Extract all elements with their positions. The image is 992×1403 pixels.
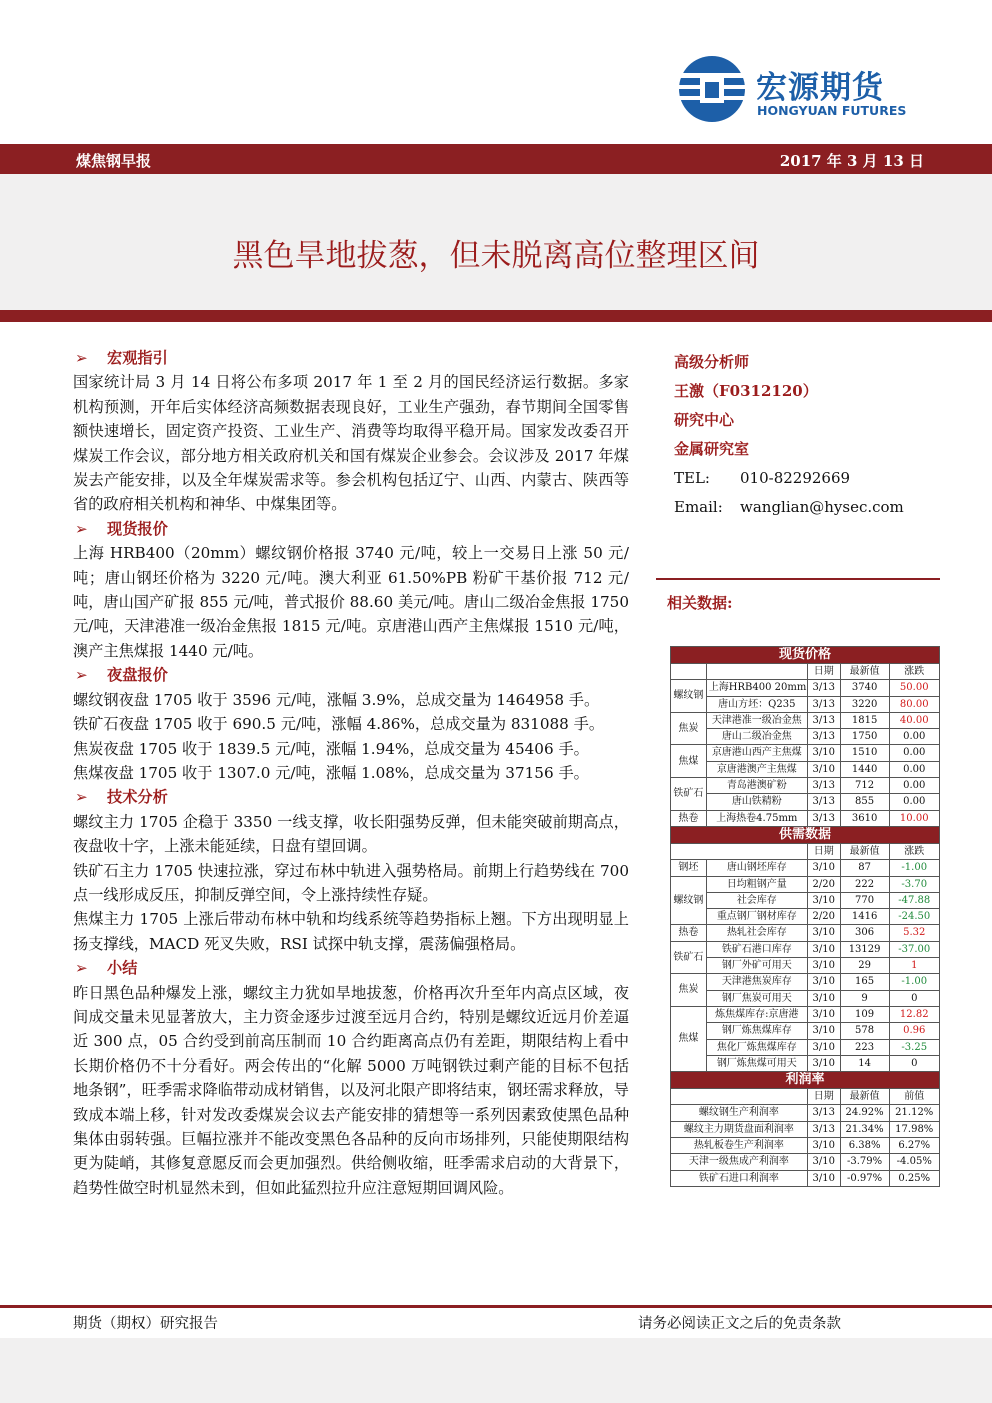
row-date: 3/10	[807, 1023, 840, 1039]
table-row	[671, 1055, 940, 1071]
row-prev: 17.98%	[889, 1121, 940, 1137]
arrow-icon: ➢	[75, 959, 88, 978]
table-row	[671, 925, 940, 941]
row-prev: 6.27%	[889, 1138, 940, 1154]
col-latest: 最新值	[840, 1089, 889, 1105]
row-date: 3/10	[807, 941, 840, 957]
table-row	[671, 958, 940, 974]
row-name: 钢厂外矿可用天	[706, 958, 807, 974]
row-date: 3/10	[807, 761, 840, 777]
table-row	[671, 990, 940, 1006]
summary-paragraph: 昨日黑色品种爆发上涨，螺纹主力犹如旱地拔葱，价格再次升至年内高点区域，夜间成交量未见显著放大，主力资金逐步过渡至远月合约，特别是螺纹近远月价差逼近 300 点，05 合约受到前高压制而 10 合约距离高点仍有差距，期限结构上看中长期价格仍不十分看好。两会传出的“化解 5000 万吨钢铁过剩产能的目标不包括地条钢”，旺季需求降临带动成材销售，以及河北限产即将结束，钢坯需求释放，导致成本端上移，针对发改委煤炭会议去产能安排的猜想等一系列因素致使黑色品种集体由弱转强。巨幅拉涨并不能改变黑色各品种的反向市场排列，只能使期限结构更为陡峭，其修复意愿反而会更加强烈。供给侧收缩，旺季需求启动的大背景下，趋势性做空时机显然未到，但如此猛烈拉升应注意短期回调风险。	[73, 983, 629, 1197]
night-line: 铁矿石夜盘 1705 收于 690.5 元/吨，涨幅 4.86%，总成交量为 831088 手。	[73, 715, 605, 734]
table-row	[671, 696, 940, 712]
row-category: 焦煤	[671, 745, 707, 778]
row-name: 钢厂炼焦煤可用天	[706, 1055, 807, 1071]
row-value: 109	[840, 1006, 889, 1022]
table-row	[671, 1105, 940, 1121]
brand-name-cn: 宏源期货	[756, 70, 884, 106]
table-row	[671, 745, 940, 761]
row-change: -1.00	[889, 860, 940, 876]
row-date: 3/13	[807, 794, 840, 810]
row-value: 1440	[840, 761, 889, 777]
row-change: -3.70	[889, 876, 940, 892]
row-name: 螺纹主力期货盘面利润率	[671, 1121, 808, 1137]
row-value: 6.38%	[840, 1138, 889, 1154]
table-row	[671, 1039, 940, 1055]
row-name: 青岛港澳矿粉	[706, 778, 807, 794]
row-change: 40.00	[889, 712, 940, 728]
arrow-icon: ➢	[75, 349, 88, 367]
supply-subheader-row	[671, 843, 940, 859]
table-row	[671, 778, 940, 794]
analyst-info	[674, 348, 904, 522]
row-change: 0.96	[889, 1023, 940, 1039]
sidebar-divider	[656, 578, 940, 580]
row-name: 炼焦煤库存:京唐港	[706, 1006, 807, 1022]
spot-header-row	[671, 647, 940, 664]
row-date: 3/13	[807, 778, 840, 794]
row-name: 唐山二级冶金焦	[706, 729, 807, 745]
spot-title: 现货价格	[671, 647, 940, 664]
row-value: 770	[840, 892, 889, 908]
related-data-label: 相关数据:	[667, 594, 733, 612]
table-row	[671, 1121, 940, 1137]
row-name: 热轧社会库存	[706, 925, 807, 941]
col-latest: 最新值	[840, 664, 889, 680]
row-name: 铁矿石港口库存	[706, 941, 807, 957]
supply-title: 供需数据	[671, 826, 940, 843]
report-date: 2017 年 3 月 13 日	[779, 152, 924, 170]
row-change: 10.00	[889, 810, 940, 826]
row-change: 0.00	[889, 729, 940, 745]
row-date: 3/10	[807, 745, 840, 761]
row-name: 天津港准一级冶金焦	[706, 712, 807, 728]
row-name: 钢厂炼焦煤库存	[706, 1023, 807, 1039]
col-date: 日期	[807, 1089, 840, 1105]
row-date: 3/10	[807, 1138, 840, 1154]
row-date: 3/13	[807, 1121, 840, 1137]
tech-paragraph: 螺纹主力 1705 企稳于 3350 一线支撑，收长阳强势反弹，但未能突破前期高点，夜盘收十字，上涨未能延续，日盘有望回调。	[73, 812, 629, 856]
row-change: -37.00	[889, 941, 940, 957]
row-name: 热轧板卷生产利润率	[671, 1138, 808, 1154]
analyst-dept: 研究中心	[674, 411, 735, 429]
row-value: 9	[840, 990, 889, 1006]
row-change: 5.32	[889, 925, 940, 941]
arrow-icon: ➢	[75, 519, 88, 538]
row-date: 3/13	[807, 729, 840, 745]
table-row	[671, 761, 940, 777]
row-name: 上海HRB400 20mm	[706, 680, 807, 696]
row-date: 3/10	[807, 1006, 840, 1022]
row-date: 2/20	[807, 876, 840, 892]
spot-paragraph: 上海 HRB400（20mm）螺纹钢价格报 3740 元/吨，较上一交易日上涨 50 元/吨；唐山钢坯价格为 3220 元/吨。澳大利亚 61.50%PB 粉矿干基价报 712 元/吨，唐山国产矿报 855 元/吨，普式报价 88.60 美元/吨。唐山二级冶金焦报 1750 元/吨，天津港准一级冶金焦报 1815 元/吨。京唐港山西产主焦煤报 1510 元/吨，澳产主焦煤报 1440 元/吨。	[73, 544, 629, 660]
row-date: 3/10	[807, 860, 840, 876]
row-value: 87	[840, 860, 889, 876]
row-value: 855	[840, 794, 889, 810]
email-value: wanglian@hysec.com	[740, 498, 904, 516]
row-date: 3/10	[807, 974, 840, 990]
table-row	[671, 794, 940, 810]
row-value: 165	[840, 974, 889, 990]
row-name: 京唐港山西产主焦煤	[706, 745, 807, 761]
row-change: 0	[889, 990, 940, 1006]
row-value: 306	[840, 925, 889, 941]
footer-divider	[0, 1305, 992, 1308]
row-change: 80.00	[889, 696, 940, 712]
main-content	[73, 346, 629, 1200]
row-name: 天津一级焦成产利润率	[671, 1154, 808, 1170]
row-value: -3.79%	[840, 1154, 889, 1170]
row-value: 1750	[840, 729, 889, 745]
row-category: 铁矿石	[671, 778, 707, 811]
row-name: 螺纹钢生产利润率	[671, 1105, 808, 1121]
row-change: 0.00	[889, 745, 940, 761]
footer-right: 请务必阅读正文之后的免责条款	[638, 1316, 841, 1332]
table-row	[671, 860, 940, 876]
row-change: 0.00	[889, 778, 940, 794]
row-change: 1	[889, 958, 940, 974]
row-date: 3/10	[807, 892, 840, 908]
col-latest: 最新值	[840, 843, 889, 859]
profit-header-row	[671, 1072, 940, 1089]
table-row	[671, 729, 940, 745]
row-change: -3.25	[889, 1039, 940, 1055]
row-date: 3/13	[807, 712, 840, 728]
col-date: 日期	[807, 664, 840, 680]
row-name: 焦化厂炼焦煤库存	[706, 1039, 807, 1055]
table-row	[671, 1154, 940, 1170]
arrow-icon: ➢	[75, 666, 88, 685]
row-date: 3/13	[807, 696, 840, 712]
table-row	[671, 810, 940, 826]
row-value: 24.92%	[840, 1105, 889, 1121]
title-divider	[0, 310, 992, 322]
analyst-role: 高级分析师	[674, 353, 750, 371]
hongyuan-logo-icon	[678, 55, 746, 123]
table-row	[671, 876, 940, 892]
row-name: 京唐港澳产主焦煤	[706, 761, 807, 777]
footer-background	[0, 1338, 992, 1403]
row-value: 1815	[840, 712, 889, 728]
row-value: -0.97%	[840, 1170, 889, 1186]
row-value: 1416	[840, 909, 889, 925]
profit-title: 利润率	[671, 1072, 940, 1089]
row-change: -47.88	[889, 892, 940, 908]
row-category: 螺纹钢	[671, 876, 707, 925]
row-value: 3610	[840, 810, 889, 826]
table-row	[671, 1138, 940, 1154]
supply-header-row	[671, 826, 940, 843]
row-date: 2/20	[807, 909, 840, 925]
table-row	[671, 1023, 940, 1039]
row-date: 3/13	[807, 810, 840, 826]
row-name: 唐山钢坯库存	[706, 860, 807, 876]
row-change: 50.00	[889, 680, 940, 696]
row-name: 日均粗钢产量	[706, 876, 807, 892]
row-date: 3/10	[807, 1170, 840, 1186]
tel-row	[674, 464, 904, 493]
table-row	[671, 680, 940, 696]
col-date: 日期	[807, 843, 840, 859]
row-prev: 21.12%	[889, 1105, 940, 1121]
night-line: 焦炭夜盘 1705 收于 1839.5 元/吨，涨幅 1.94%，总成交量为 45406 手。	[73, 739, 589, 758]
row-change: -1.00	[889, 974, 940, 990]
row-name: 铁矿石进口利润率	[671, 1170, 808, 1186]
row-category: 焦煤	[671, 1006, 707, 1071]
spot-subheader-row	[671, 664, 940, 680]
footer-left: 期货（期权）研究报告	[73, 1316, 218, 1332]
row-change: -24.50	[889, 909, 940, 925]
row-name: 社会库存	[706, 892, 807, 908]
profit-subheader-row	[671, 1089, 940, 1105]
report-name: 煤焦钢早报	[76, 152, 152, 170]
row-name: 钢厂焦炭可用天	[706, 990, 807, 1006]
col-last: 前值	[889, 1089, 940, 1105]
analyst-division: 金属研究室	[674, 440, 750, 458]
table-row	[671, 1170, 940, 1186]
row-category: 热卷	[671, 925, 707, 941]
row-category: 螺纹钢	[671, 680, 707, 713]
row-value: 3740	[840, 680, 889, 696]
tel-label: TEL:	[674, 469, 710, 487]
section-heading-summary: ➢ 小结	[73, 956, 629, 980]
night-line: 螺纹钢夜盘 1705 收于 3596 元/吨，涨幅 3.9%，总成交量为 1464958 手。	[73, 690, 600, 709]
row-prev: 0.25%	[889, 1170, 940, 1186]
row-date: 3/10	[807, 1154, 840, 1170]
email-row	[674, 493, 904, 522]
row-name: 唐山方坯：Q235	[706, 696, 807, 712]
tech-paragraph: 铁矿石主力 1705 快速拉涨，穿过布林中轨进入强势格局。前期上行趋势线在 700 点一线形成反压，抑制反弹空间，令上涨持续性存疑。	[73, 861, 629, 904]
row-date: 3/13	[807, 1105, 840, 1121]
email-label: Email:	[674, 498, 723, 516]
row-value: 21.34%	[840, 1121, 889, 1137]
row-value: 1510	[840, 745, 889, 761]
row-date: 3/10	[807, 1055, 840, 1071]
row-category: 热卷	[671, 810, 707, 826]
row-value: 3220	[840, 696, 889, 712]
row-value: 13129	[840, 941, 889, 957]
row-name: 唐山铁精粉	[706, 794, 807, 810]
row-name: 重点钢厂钢材库存	[706, 909, 807, 925]
row-name: 上海热卷4.75mm	[706, 810, 807, 826]
table-row	[671, 909, 940, 925]
section-heading-macro: ➢ 宏观指引	[73, 346, 629, 370]
row-date: 3/10	[807, 990, 840, 1006]
table-row	[671, 712, 940, 728]
tel-value: 010-82292669	[740, 469, 851, 487]
data-table	[670, 646, 940, 1187]
table-row	[671, 974, 940, 990]
tech-paragraph: 焦煤主力 1705 上涨后带动布林中轨和均线系统等趋势指标上翘。下方出现明显上扬支撑线，MACD 死叉失败，RSI 试探中轨支撑，震荡偏强格局。	[73, 910, 629, 953]
row-change: 0.00	[889, 761, 940, 777]
row-category: 铁矿石	[671, 941, 707, 974]
arrow-icon: ➢	[75, 788, 88, 807]
row-change: 0.00	[889, 794, 940, 810]
row-category: 焦炭	[671, 712, 707, 745]
row-name: 天津港焦炭库存	[706, 974, 807, 990]
row-date: 3/10	[807, 958, 840, 974]
macro-paragraph: 国家统计局 3 月 14 日将公布多项 2017 年 1 至 2 月的国民经济运行数据。多家机构预测，开年后实体经济高频数据表现良好，工业生产强劲，春节期间全国零售额快速增长，固定资产投资、工业生产、消费等均取得平稳开局。国家发改委召开煤炭工作会议，部分地方相关政府机关和国有煤炭企业参会。会议涉及 2017 年煤炭去产能安排，以及全年煤炭需求等。参会机构包括辽宁、山西、内蒙古、陕西等省的政府相关机构和神华、中煤集团等。	[73, 373, 629, 514]
row-value: 29	[840, 958, 889, 974]
row-value: 14	[840, 1055, 889, 1071]
row-date: 3/13	[807, 680, 840, 696]
col-last: 涨跌	[889, 843, 940, 859]
table-row	[671, 892, 940, 908]
page-title: 黑色旱地拔葱，但未脱离高位整理区间	[232, 238, 760, 274]
row-value: 578	[840, 1023, 889, 1039]
row-change: 0	[889, 1055, 940, 1071]
row-category: 钢坯	[671, 860, 707, 876]
row-change: 12.82	[889, 1006, 940, 1022]
analyst-name: 王激（F0312120）	[674, 382, 818, 400]
row-category: 焦炭	[671, 974, 707, 1007]
row-date: 3/10	[807, 925, 840, 941]
row-value: 222	[840, 876, 889, 892]
row-date: 3/10	[807, 1039, 840, 1055]
row-prev: -4.05%	[889, 1154, 940, 1170]
table-row	[671, 1006, 940, 1022]
section-heading-night: ➢ 夜盘报价	[73, 663, 629, 687]
col-change: 涨跌	[889, 664, 940, 680]
row-value: 712	[840, 778, 889, 794]
brand-name-en: HONGYUAN FUTURES	[757, 103, 907, 118]
night-line: 焦煤夜盘 1705 收于 1307.0 元/吨，涨幅 1.08%，总成交量为 37156 手。	[73, 763, 589, 782]
table-row	[671, 941, 940, 957]
row-value: 223	[840, 1039, 889, 1055]
section-heading-tech: ➢ 技术分析	[73, 785, 629, 809]
section-heading-spot: ➢ 现货报价	[73, 517, 629, 541]
